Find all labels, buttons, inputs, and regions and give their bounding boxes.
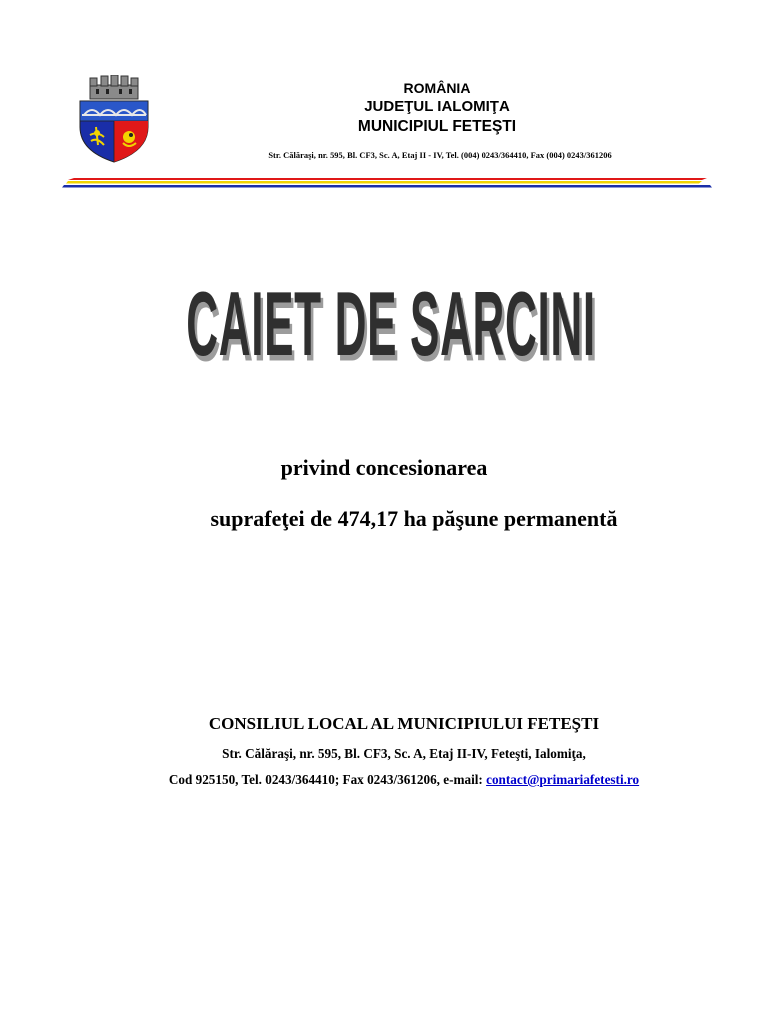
header-county: JUDEŢUL IALOMIŢA (364, 98, 510, 115)
email-link[interactable]: contact@primariafetesti.ro (486, 772, 640, 787)
header-address: Str. Călăraşi, nr. 595, Bl. CF3, Sc. A, Etaj II - IV, Tel. (004) 0243/364410, Fax (004) 0243/361206 (268, 151, 612, 160)
council-address: Str. Călăraşi, nr. 595, Bl. CF3, Sc. A, Etaj II-IV, Feteşti, Ialomiţa, (222, 746, 586, 761)
council-contact (0, 772, 768, 788)
subtitle-line-1: privind concesionarea (280, 455, 488, 480)
document-title: CAIET DE SARCINI (186, 273, 596, 375)
tricolor-divider (62, 176, 712, 188)
subtitle-line-2: suprafeţei de 474,17 ha păşune permanentă (210, 506, 618, 531)
contact-details: Cod 925150, Tel. 0243/364410; Fax 0243/361206, e-mail: (168, 772, 487, 787)
council-name: CONSILIUL LOCAL AL MUNICIPIULUI FETEŞTI (208, 714, 600, 733)
header-country: ROMÂNIA (403, 80, 471, 96)
coat-of-arms-logo (76, 75, 152, 163)
header-municipality: MUNICIPIUL FETEŞTI (357, 118, 517, 135)
